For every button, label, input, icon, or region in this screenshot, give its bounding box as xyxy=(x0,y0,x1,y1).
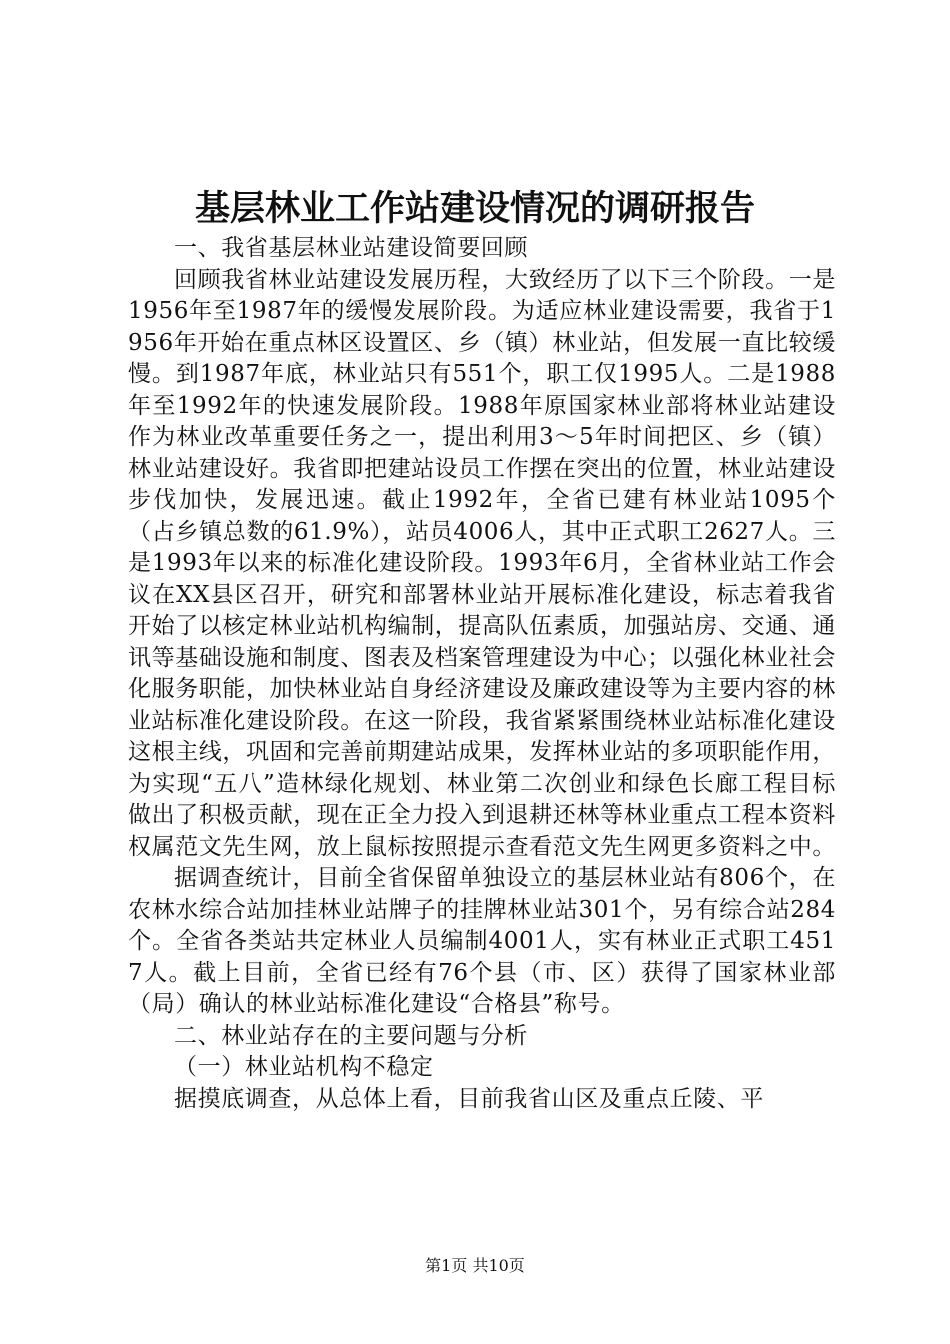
paragraph-history: 回顾我省林业站建设发展历程，大致经历了以下三个阶段。一是1956年至1987年的缓慢发展阶段。为适应林业建设需要，我省于1956年开始在重点林区设置区、乡（镇）林业站，但发展一直比较缓慢。到1987年底，林业站只有551个，职工仅1995人。二是1988年至1992年的快速发展阶段。1988年原国家林业部将林业站建设作为林业改革重要任务之一，提出利用3～5年时间把区、乡（镇）林业站建设好。我省即把建站设员工作摆在突出的位置，林业站建设步伐加快，发展迅速。截止1992年，全省已建有林业站1095个（占乡镇总数的61.9%），站员4006人，其中正式职工2627人。三是1993年以来的标准化建设阶段。1993年6月，全省林业站工作会议在XX县区召开，研究和部署林业站开展标准化建设，标志着我省开始了以核定林业站机构编制，提高队伍素质，加强站房、交通、通讯等基础设施和制度、图表及档案管理建设为中心；以强化林业社会化服务职能，加快林业站自身经济建设及廉政建设等为主要内容的林业站标准化建设阶段。在这一阶段，我省紧紧围绕林业站标准化建设这根主线，巩固和完善前期建站成果，发挥林业站的多项职能作用，为实现“五八”造林绿化规划、林业第二次创业和绿色长廊工程目标做出了积极贡献，现在正全力投入到退耕还林等林业重点工程本资料权属范文先生网，放上鼠标按照提示查看范文先生网更多资料之中。 xyxy=(128,266,836,860)
page-footer: 第1页 共10页 xyxy=(425,1256,525,1275)
section-heading-1: 一、我省基层林业站建设简要回顾 xyxy=(174,235,528,261)
paragraph-survey: 据摸底调查，从总体上看，目前我省山区及重点丘陵、平 xyxy=(174,1085,764,1112)
section-heading-2: 二、林业站存在的主要问题与分析 xyxy=(174,1022,528,1049)
paragraph-statistics: 据调查统计，目前全省保留单独设立的基层林业站有806个，在农林水综合站加挂林业站牌子的挂牌林业站301个，另有综合站284个。全省各类站共定林业人员编制4001人，实有林业正式职工4517人。截上目前，全省已经有76个县（市、区）获得了国家林业部（局）确认的林业站标准化建设“合格县”称号。 xyxy=(128,865,836,1017)
document-body xyxy=(128,233,836,1115)
subsection-heading-1: （一）林业站机构不稳定 xyxy=(174,1054,434,1080)
document-title: 基层林业工作站建设情况的调研报告 xyxy=(194,188,755,229)
